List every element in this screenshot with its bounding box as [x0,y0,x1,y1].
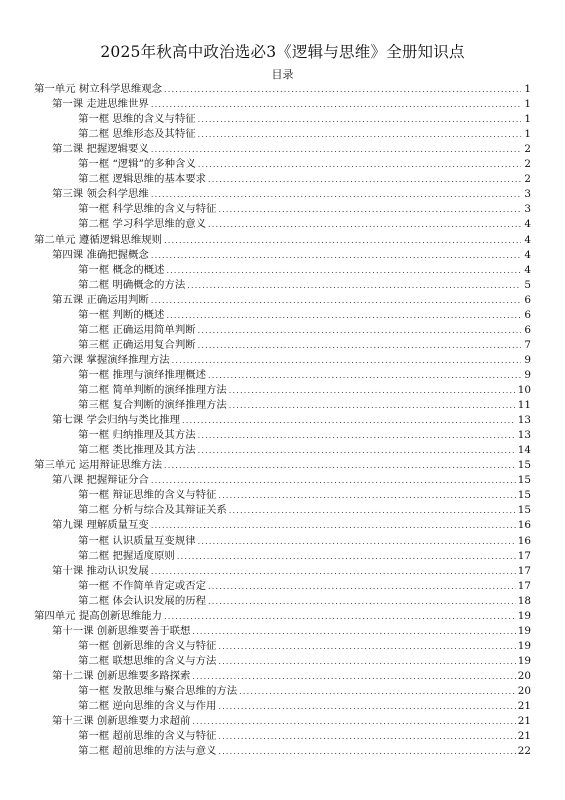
toc-entry-level-2[interactable] [52,564,531,578]
toc-leader-dots [187,280,521,292]
toc-entry-page: 4 [524,263,531,276]
toc-entry-page: 15 [517,459,531,472]
toc-entry-page: 7 [524,338,531,351]
toc-entry-level-3[interactable] [78,428,531,442]
toc-entry-label: 第二框 超前思维的方法与意义 [78,745,217,758]
toc-entry-level-3[interactable] [78,308,531,322]
toc-leader-dots [198,129,521,141]
toc-entry-page: 9 [524,368,531,381]
toc-entry-level-1[interactable] [34,233,531,247]
toc-entry-label: 第三框 正确运用复合判断 [78,338,196,351]
toc-leader-dots [218,701,515,713]
toc-leader-dots [218,656,515,668]
toc-entry-page: 3 [524,188,531,201]
toc-entry-level-2[interactable] [52,518,531,532]
toc-entry-level-1[interactable] [34,82,531,96]
toc-entry-page: 11 [517,399,531,412]
toc-entry-label: 第二框 体会认识发展的历程 [78,594,206,607]
toc-entry-label: 第一框 创新思维的含义与特征 [78,639,217,652]
toc-entry-page: 1 [524,83,531,95]
toc-entry-level-3[interactable] [78,534,531,548]
toc-entry-page: 18 [517,594,531,607]
toc-entry-page: 21 [517,715,531,728]
toc-entry-level-3[interactable] [78,488,531,502]
toc-entry-level-3[interactable] [78,172,531,186]
toc-leader-dots [151,475,516,487]
toc-entry-level-2[interactable] [52,187,531,201]
toc-entry-level-1[interactable] [34,458,531,472]
toc-entry-level-2[interactable] [52,413,531,427]
toc-entry-label: 第二框 正确运用简单判断 [78,323,196,336]
toc-leader-dots [218,204,521,216]
toc-entry-page: 15 [517,489,531,502]
toc-entry-page: 19 [517,654,531,667]
toc-entry-label: 第十课 推动认识发展 [52,564,149,577]
toc-entry-page: 14 [517,444,531,457]
toc-entry-page: 17 [517,549,531,562]
toc-leader-dots [208,174,521,186]
toc-entry-page: 17 [517,564,531,577]
toc-entry-label: 第二框 逻辑思维的基本要求 [78,173,206,186]
toc-entry-level-3[interactable] [78,699,531,713]
toc-entry-page: 4 [524,233,531,246]
toc-entry-page: 2 [524,173,531,186]
toc-entry-level-3[interactable] [78,217,531,231]
document-title: 2025年秋高中政治选必3《逻辑与思维》全册知识点 [100,43,465,61]
toc-entry-page: 20 [517,669,531,682]
toc-leader-dots [229,505,516,517]
toc-entry-label: 第四课 准确把握概念 [52,248,149,261]
toc-entry-page: 16 [517,534,531,547]
toc-leader-dots [164,611,516,623]
toc-leader-dots [151,250,521,262]
toc-entry-label: 第三单元 运用辩证思维方法 [34,459,162,472]
toc-entry-page: 4 [524,218,531,231]
toc-entry-page: 21 [517,700,531,713]
toc-leader-dots [151,566,516,578]
toc-entry-level-3[interactable] [78,579,531,593]
toc-entry-level-3[interactable] [78,443,531,457]
toc-leader-dots [151,520,516,532]
toc-leader-dots [198,445,516,457]
toc-entry-label: 第五课 正确运用判断 [52,293,149,306]
toc-entry-level-2[interactable] [52,624,531,638]
toc-entry-label: 第一框 科学思维的含义与特征 [78,203,217,216]
toc-entry-level-3[interactable] [78,398,531,412]
toc-entry-level-2[interactable] [52,248,531,262]
toc-entry-page: 13 [517,429,531,442]
toc-entry-label: 第十二课 创新思维要多路探索 [52,669,191,682]
toc-entry-level-3[interactable] [78,157,531,171]
toc-entry-page: 19 [517,609,531,622]
toc-leader-dots [164,460,516,472]
toc-entry-level-3[interactable] [78,729,531,743]
toc-leader-dots [177,551,516,563]
toc-leader-dots [151,144,521,156]
toc-entry-label: 第一框 概念的概述 [78,263,165,276]
toc-entry-level-2[interactable] [52,714,531,728]
toc-entry-label: 第二框 分析与综合及其辩证关系 [78,504,227,517]
toc-entry-label: 第一框 判断的概述 [78,308,165,321]
toc-entry-label: 第二课 把握逻辑要义 [52,143,149,156]
toc-entry-label: 第二框 联想思维的含义与方法 [78,654,217,667]
toc-entry-label: 第二框 逆向思维的含义与作用 [78,700,217,713]
toc-entry-level-3[interactable] [78,338,531,352]
toc-leader-dots [192,671,515,683]
toc-leader-dots [182,415,516,427]
toc-leader-dots [218,641,515,653]
toc-entry-page: 5 [524,278,531,291]
toc-entry-page: 13 [517,414,531,427]
toc-entry-page: 20 [517,685,531,697]
toc-entry-level-3[interactable] [78,684,531,698]
toc-entry-page: 10 [517,384,531,396]
toc-leader-dots [208,596,516,608]
toc-entry-level-2[interactable] [52,293,531,307]
toc-entry-page: 22 [517,745,531,758]
toc-entry-label: 第一框 不作简单肯定或否定 [78,579,206,592]
toc-entry-page: 1 [524,128,531,141]
toc-entry-page: 15 [517,474,531,487]
toc-entry-level-3[interactable] [78,549,531,563]
toc-entry-page: 4 [524,248,531,261]
toc-entry-page: 15 [517,504,531,517]
toc-entry-label: 第一框 思维的含义与特征 [78,113,196,126]
toc-entry-page: 16 [517,519,531,532]
toc-entry-page: 9 [524,353,531,366]
toc-entry-label: 第一框 认识质量互变规律 [78,534,196,547]
toc-leader-dots [164,84,521,96]
toc-entry-label: 第二框 明确概念的方法 [78,278,186,291]
toc-entry-label: 第六课 掌握演绎推理方法 [52,353,170,366]
toc-entry-label: 第三课 领会科学思维 [52,188,149,201]
toc-entry-level-3[interactable] [78,263,531,277]
toc-entry-label: 第二框 类比推理及其方法 [78,444,196,457]
toc-entry-page: 1 [524,98,531,111]
toc-leader-dots [218,490,515,502]
toc-entry-label: 第四单元 提高创新思维能力 [34,609,162,622]
toc-entry-label: 第二框 思维形态及其特征 [78,128,196,141]
toc-entry-label: 第二框 简单判断的演绎推理方法 [78,384,227,396]
toc-entry-label: 第二框 把握适度原则 [78,549,175,562]
toc-leader-dots [192,626,515,638]
toc-leader-dots [218,731,515,743]
toc-entry-label: 第九课 理解质量互变 [52,519,149,532]
toc-leader-dots [151,99,521,111]
toc-leader-dots [151,189,521,201]
toc-leader-dots [229,385,516,397]
toc-entry-label: 第一框 推理与演绎推理概述 [78,368,206,381]
toc-leader-dots [208,219,521,231]
toc-entry-label: 第一框 发散思维与聚合思维的方法 [78,685,238,697]
toc-entry-level-3[interactable] [78,744,531,758]
toc-entry-level-3[interactable] [78,594,531,608]
toc-entry-label: 第十一课 创新思维要善于联想 [52,624,191,637]
toc-entry-page: 3 [524,203,531,216]
toc-entry-page: 6 [524,308,531,321]
toc-entry-level-2[interactable] [52,97,531,111]
toc-leader-dots [198,430,516,442]
toc-leader-dots [166,310,521,322]
toc-entry-label: 第一框 “逻辑”的多种含义 [78,158,196,171]
toc-entry-label: 第二框 学习科学思维的意义 [78,218,206,231]
toc-entry-page: 17 [517,579,531,592]
toc-entry-level-1[interactable] [34,609,531,623]
toc-entry-label: 第一课 走进思维世界 [52,98,149,111]
toc-entry-level-3[interactable] [78,127,531,141]
toc-entry-level-3[interactable] [78,278,531,292]
toc-leader-dots [198,340,521,352]
toc-leader-dots [172,355,521,367]
toc-entry-label: 第一框 辩证思维的含义与特征 [78,489,217,502]
toc-entry-label: 第八课 把握辩证分合 [52,474,149,487]
toc-entry-page: 21 [517,730,531,743]
toc-entry-level-3[interactable] [78,639,531,653]
toc-entry-level-3[interactable] [78,368,531,382]
toc-leader-dots [198,536,516,548]
toc-leader-dots [229,400,516,412]
toc-leader-dots [208,581,516,593]
toc-entry-level-3[interactable] [78,383,531,397]
toc-leader-dots [166,265,521,277]
toc-entry-page: 19 [517,624,531,637]
toc-entry-page: 6 [524,323,531,336]
toc-entry-page: 1 [524,113,531,126]
toc-leader-dots [239,686,516,698]
toc-entry-level-3[interactable] [78,654,531,668]
toc-entry-label: 第三框 复合判断的演绎推理方法 [78,399,227,412]
toc-leader-dots [198,114,521,126]
toc-heading: 目录 [271,68,294,81]
toc-entry-level-2[interactable] [52,669,531,683]
toc-entry-label: 第二单元 遵循逻辑思维规则 [34,233,162,246]
toc-leader-dots [198,159,521,171]
toc-entry-level-3[interactable] [78,112,531,126]
toc-entry-level-3[interactable] [78,503,531,517]
toc-entry-label: 第一框 超前思维的含义与特征 [78,730,217,743]
toc-entry-label: 第一单元 树立科学思维观念 [34,83,162,95]
toc-entry-label: 第七课 学会归纳与类比推理 [52,414,180,427]
toc-leader-dots [151,295,521,307]
toc-leader-dots [192,716,515,728]
toc-entry-level-3[interactable] [78,323,531,337]
toc-entry-label: 第十三课 创新思维要力求超前 [52,715,191,728]
toc-entry-page: 2 [524,158,531,171]
toc-entry-label: 第一框 归纳推理及其方法 [78,429,196,442]
toc-leader-dots [198,325,521,337]
toc-entry-level-3[interactable] [78,202,531,216]
toc-leader-dots [218,746,515,758]
toc-entry-page: 6 [524,293,531,306]
toc-entry-level-2[interactable] [52,353,531,367]
toc-leader-dots [164,235,521,247]
toc-entry-page: 2 [524,143,531,156]
toc-entry-level-2[interactable] [52,473,531,487]
toc-entry-level-2[interactable] [52,142,531,156]
toc-leader-dots [208,370,521,382]
toc-entry-page: 19 [517,639,531,652]
